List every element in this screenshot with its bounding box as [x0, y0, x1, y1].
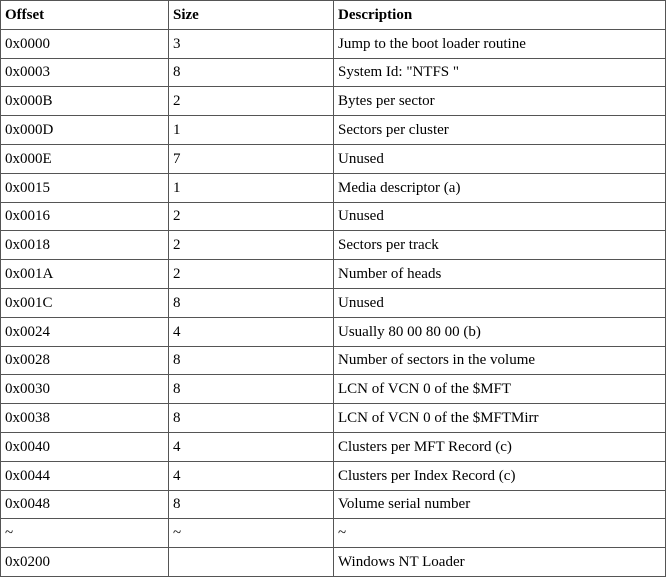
offset-cell: 0x001C: [1, 288, 169, 317]
description-cell: LCN of VCN 0 of the $MFTMirr: [334, 404, 666, 433]
size-cell: 8: [169, 346, 334, 375]
offset-cell: 0x001A: [1, 260, 169, 289]
size-cell: [169, 548, 334, 577]
table-row: [1, 490, 666, 519]
header-row: [1, 1, 666, 30]
offset-cell: 0x0030: [1, 375, 169, 404]
size-cell: 1: [169, 173, 334, 202]
size-cell: ~: [169, 519, 334, 548]
description-cell: Sectors per track: [334, 231, 666, 260]
description-cell: Windows NT Loader: [334, 548, 666, 577]
size-cell: 2: [169, 260, 334, 289]
offset-cell: 0x0015: [1, 173, 169, 202]
description-cell: Media descriptor (a): [334, 173, 666, 202]
table-row: [1, 288, 666, 317]
description-cell: ~: [334, 519, 666, 548]
table-row: [1, 375, 666, 404]
table-row: [1, 548, 666, 577]
description-cell: Number of heads: [334, 260, 666, 289]
size-cell: 1: [169, 116, 334, 145]
table-row: [1, 432, 666, 461]
table-row: [1, 317, 666, 346]
description-cell: Unused: [334, 202, 666, 231]
offset-cell: 0x0016: [1, 202, 169, 231]
description-cell: Clusters per Index Record (c): [334, 461, 666, 490]
table-row: [1, 29, 666, 58]
size-cell: 8: [169, 288, 334, 317]
description-cell: System Id: "NTFS ": [334, 58, 666, 87]
description-cell: LCN of VCN 0 of the $MFT: [334, 375, 666, 404]
description-cell: Volume serial number: [334, 490, 666, 519]
table-row: [1, 202, 666, 231]
description-cell: Usually 80 00 80 00 (b): [334, 317, 666, 346]
size-cell: 8: [169, 375, 334, 404]
size-cell: 2: [169, 231, 334, 260]
description-cell: Number of sectors in the volume: [334, 346, 666, 375]
offset-cell: 0x0018: [1, 231, 169, 260]
table-row: [1, 173, 666, 202]
offset-cell: 0x000B: [1, 87, 169, 116]
offset-cell: 0x0000: [1, 29, 169, 58]
table-row: [1, 404, 666, 433]
offset-cell: 0x000D: [1, 116, 169, 145]
offset-cell: 0x0200: [1, 548, 169, 577]
size-cell: 4: [169, 432, 334, 461]
size-cell: 8: [169, 58, 334, 87]
size-cell: 2: [169, 87, 334, 116]
size-cell: 4: [169, 317, 334, 346]
offset-cell: 0x0040: [1, 432, 169, 461]
description-cell: Bytes per sector: [334, 87, 666, 116]
table-row: [1, 144, 666, 173]
table-row: [1, 116, 666, 145]
description-cell: Clusters per MFT Record (c): [334, 432, 666, 461]
size-cell: 2: [169, 202, 334, 231]
offset-cell: 0x0038: [1, 404, 169, 433]
description-column-header: Description: [334, 1, 666, 30]
description-cell: Unused: [334, 288, 666, 317]
description-cell: Jump to the boot loader routine: [334, 29, 666, 58]
size-cell: 8: [169, 490, 334, 519]
size-cell: 4: [169, 461, 334, 490]
table-row: [1, 461, 666, 490]
table-row: [1, 346, 666, 375]
offset-cell: 0x0048: [1, 490, 169, 519]
table-row: [1, 519, 666, 548]
table-body: [1, 29, 666, 576]
description-cell: Unused: [334, 144, 666, 173]
size-cell: 8: [169, 404, 334, 433]
table-row: [1, 58, 666, 87]
offset-cell: 0x0024: [1, 317, 169, 346]
offset-cell: 0x0003: [1, 58, 169, 87]
offset-cell: 0x0028: [1, 346, 169, 375]
offset-cell: 0x0044: [1, 461, 169, 490]
size-column-header: Size: [169, 1, 334, 30]
description-cell: Sectors per cluster: [334, 116, 666, 145]
table-row: [1, 87, 666, 116]
offset-cell: ~: [1, 519, 169, 548]
offset-cell: 0x000E: [1, 144, 169, 173]
offset-column-header: Offset: [1, 1, 169, 30]
table-row: [1, 260, 666, 289]
size-cell: 7: [169, 144, 334, 173]
table-row: [1, 231, 666, 260]
size-cell: 3: [169, 29, 334, 58]
